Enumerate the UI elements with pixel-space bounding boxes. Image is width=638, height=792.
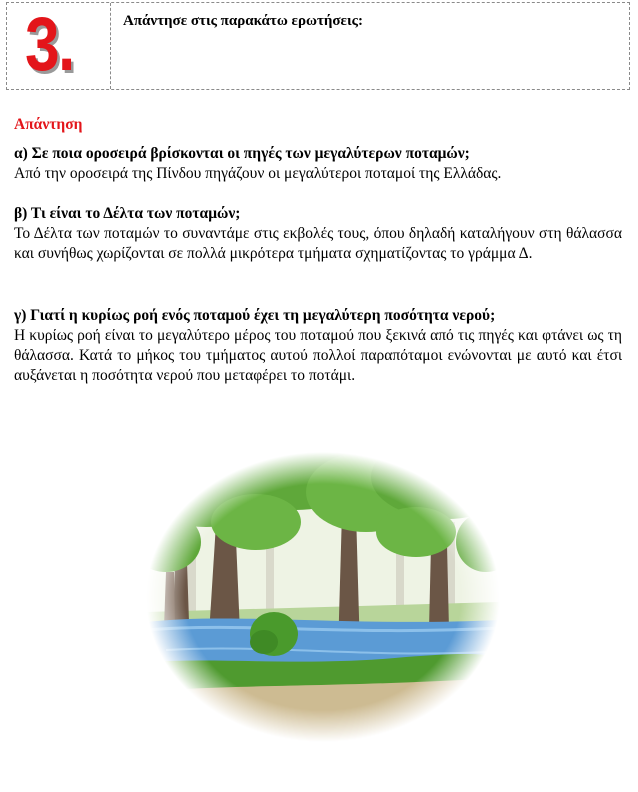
answer-a: Από την οροσειρά της Πίνδου πηγάζουν οι μεγαλύτεροι ποταμοί της Ελλάδας. (14, 165, 502, 182)
question-block-b (14, 204, 622, 264)
answer-heading: Απάντηση (14, 116, 83, 133)
question-block-a (14, 144, 622, 184)
header-table (6, 2, 630, 90)
answer-b: Το Δέλτα των ποταμών το συναντάμε στις εκβολές τους, όπου δηλαδή καταλήγουν στη θάλασσα και συνήθως χωρίζονται σε πολλά μικρότερα τμήματα σχηματίζοντας το γράμμα Δ. (14, 225, 622, 262)
question-b: β) Τι είναι το Δέλτα των ποταμών; (14, 205, 241, 222)
answer-c: Η κυρίως ροή είναι το μεγαλύτερο μέρος του ποταμού που ξεκινά από τις πηγές και φτάνει ως τη θάλασσα. Κατά το μήκος του τμήματος αυτού πολλοί παραπόταμοι ενώνονται με αυτό και έτσι αυξάνεται η ποσότητα νερού που μεταφέρει το ποτάμι. (14, 327, 622, 384)
header-divider (110, 3, 111, 89)
section-number: 3. (25, 2, 74, 87)
exercise-prompt: Απάντησε στις παρακάτω ερωτήσεις: (123, 13, 363, 29)
river-forest-illustration (146, 452, 500, 742)
question-c: γ) Γιατί η κυρίως ροή ενός ποταμού έχει τη μεγαλύτερη ποσότητα νερού; (14, 307, 496, 324)
question-block-c (14, 306, 622, 386)
question-a: α) Σε ποια οροσειρά βρίσκονται οι πηγές των μεγαλύτερων ποταμών; (14, 145, 470, 162)
